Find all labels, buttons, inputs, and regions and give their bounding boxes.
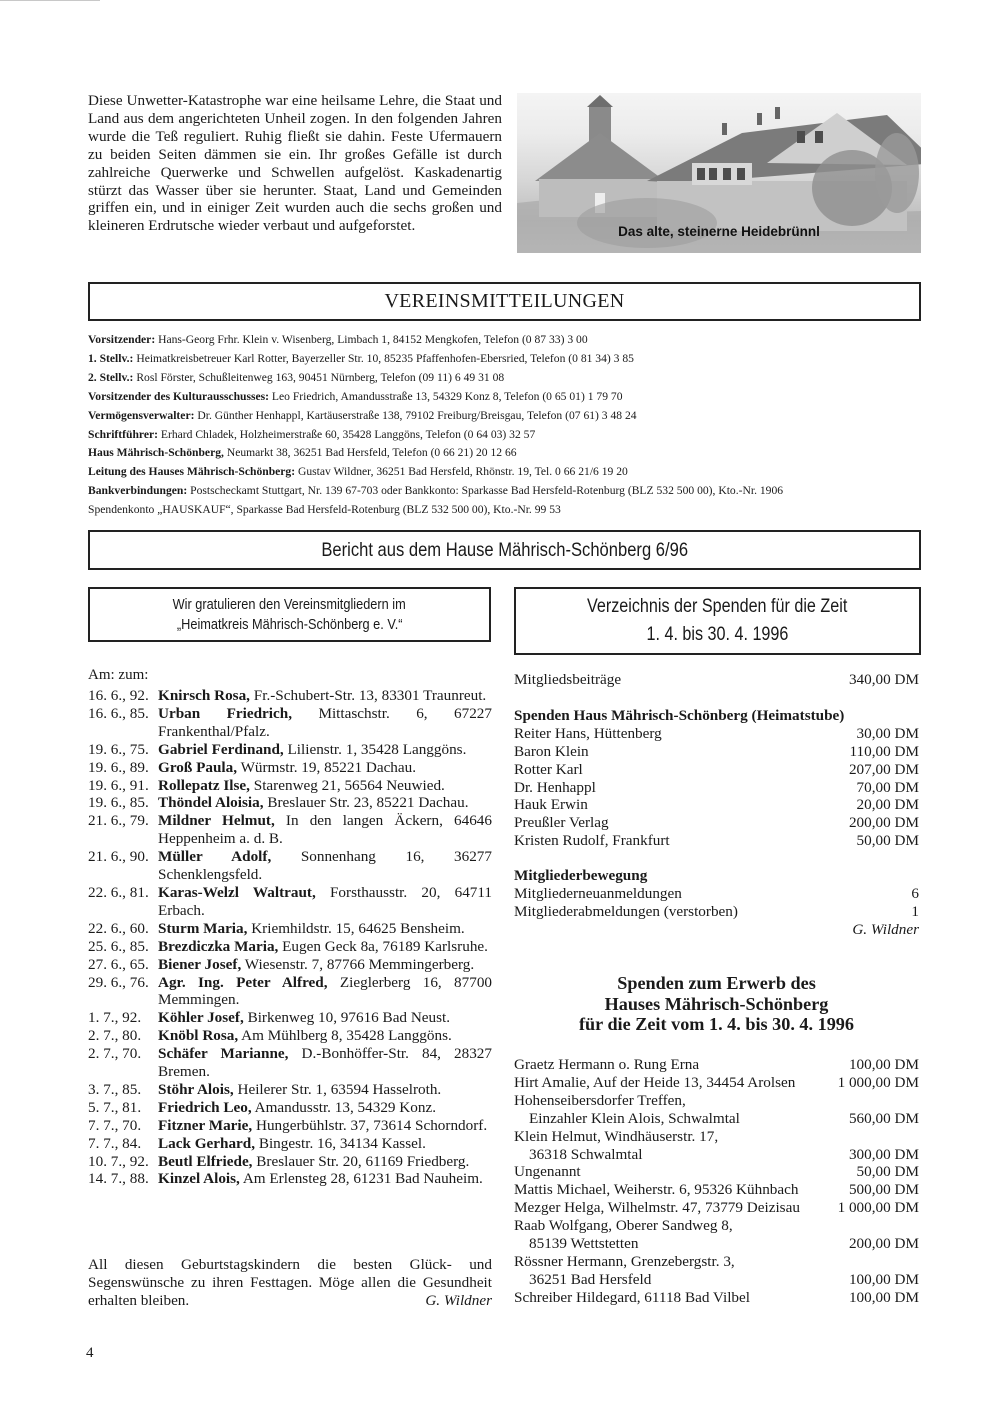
donation-row [514, 725, 919, 743]
birthday-closing [88, 1256, 492, 1310]
birthday-entry [88, 920, 492, 938]
officer-details: Erhard Chladek, Holzheimerstraße 60, 35428 Langgöns, Telefon (0 64 03) 32 57 [157, 427, 536, 441]
closing-text: All diesen Geburtstagskindern die besten Glück- und Segenswünsche zu ihren Festtagen. Möge allen die Gesundheit erhalten bleiben. [88, 1256, 492, 1309]
member-address: Starenweg 21, 56564 Neuwied. [249, 776, 445, 794]
member-name: Fitzner Marie, [158, 1116, 253, 1134]
birthday-date: 19. 6., 89. [88, 758, 149, 776]
erwerb-title-line3: für die Zeit vom 1. 4. bis 30. 4. 1996 [578, 1014, 854, 1034]
birthday-entry [88, 1099, 492, 1117]
erwerb-row [514, 1074, 919, 1092]
officer-role: Vorsitzender: [88, 333, 156, 346]
scan-edge-line [0, 0, 100, 1]
member-name: Karas-Welzl Waltraut, [158, 883, 316, 901]
bank-details: Postscheckamt Stuttgart, Nr. 139 67-703 oder Bankkonto: Sparkasse Bad Hersfeld-Rotenburg (BLZ 532 500 00), Kto.-Nr. 1906 [187, 484, 784, 498]
birthday-date: 5. 7., 81. [88, 1098, 142, 1116]
donation-amount: 1 000,00 DM [837, 1073, 919, 1091]
spenden-title-line1: Verzeichnis der Spenden für die Zeit [587, 596, 848, 617]
gratulation-title-line2: „Heimatkreis Mährisch-Schönberg e. V.“ [176, 615, 403, 633]
donor-name-cont: Einzahler Klein Alois, Schwalmtal [529, 1109, 740, 1127]
donor-name: Graetz Hermann o. Rung Erna [514, 1056, 700, 1073]
member-name: Knirsch Rosa, [158, 687, 250, 704]
member-name: Groß Paula, [158, 758, 238, 776]
donor-name: Dr. Henhappl [514, 778, 596, 796]
officer-list [88, 331, 928, 520]
member-name: Müller Adolf, [158, 848, 272, 866]
birthday-date: 16. 6., 92. [88, 687, 149, 704]
birthday-date: 21. 6., 90. [88, 848, 149, 866]
birthday-date: 14. 7., 88. [88, 1170, 149, 1188]
birthday-date: 19. 6., 85. [88, 794, 149, 812]
vereinsmitteilungen-heading-box [88, 282, 921, 321]
officer-details: Gustav Wildner, 36251 Bad Hersfeld, Rhönstr. 19, Tel. 0 66 21/6 19 20 [295, 465, 628, 479]
birthday-entry [88, 1117, 492, 1135]
member-name: Mildner Helmut, [158, 812, 275, 830]
donation-row [514, 761, 919, 779]
bewegung-heading: Mitgliederbewegung [514, 867, 648, 885]
bewegung-count: 6 [911, 885, 919, 903]
bewegung-row [514, 903, 919, 921]
donor-name: Ungenannt [514, 1163, 581, 1181]
member-address: Fr.-Schubert-Str. 13, 83301 Traunreut. [249, 687, 487, 704]
officer-entry [88, 350, 928, 369]
donation-amount: 300,00 DM [848, 1145, 919, 1163]
officer-role: Leitung des Hauses Mährisch-Schönberg: [88, 465, 296, 479]
officer-role: Vermögensverwalter: [88, 408, 195, 422]
bewegung-row [514, 885, 919, 903]
donation-row [514, 779, 919, 797]
birthday-list [88, 687, 492, 1188]
member-name: Stöhr Alois, [158, 1080, 234, 1098]
donation-amount: 1 000,00 DM [837, 1199, 919, 1217]
donor-name: Schreiber Hildegard, 61118 Bad Vilbel [514, 1288, 750, 1306]
member-name: Rollepatz Ilse, [158, 776, 250, 794]
birthday-entry [88, 1135, 492, 1153]
birthday-entry [88, 938, 492, 956]
birthday-date: 2. 7., 70. [88, 1045, 142, 1063]
member-address: Zieglerberg 16, 87700 Memmingen. [158, 973, 493, 1009]
birthday-entry [88, 1009, 492, 1027]
closing-signature: G. Wildner [425, 1291, 492, 1309]
officer-entry [88, 463, 928, 482]
beitraege-amount: 340,00 DM [848, 671, 919, 688]
bewegung-label: Mitgliederabmeldungen (verstorben) [514, 902, 738, 920]
erwerb-row [514, 1181, 919, 1199]
member-name: Knöbl Rosa, [158, 1027, 239, 1045]
member-address: Kriemhildstr. 15, 64625 Bensheim. [247, 919, 465, 937]
donor-name: Raab Wolfgang, Oberer Sandweg 8, [514, 1217, 733, 1235]
vereinsmitteilungen-title: VEREINSMITTEILUNGEN [384, 290, 625, 312]
birthday-date: 16. 6., 85. [88, 704, 149, 722]
birthday-date: 7. 7., 84. [88, 1134, 142, 1152]
heidebruennl-photo [517, 93, 921, 253]
intro-paragraph: Diese Unwetter-Katastrophe war eine heilsame Lehre, die Staat und Land aus dem angerichteten Unheil zogen. In den folgenden Jahren wurde die Teß reguliert. Ruhig fließt sie dahin. Feste Ufermauern zu beiden Seiten dämmen sie ein. Ihr großes Gefälle ist durch zahlreiche Querwerke und Schwellen aufgelöst. Kaskadenartig stürzt das Wasser über sie herunter. Staat, Land und Gemeinden griffen ein, und in einiger Zeit wurden auch die sechs großen und kleineren Erdrutsche wieder verbaut und aufgeforstet. [88, 92, 502, 235]
donation-amount: 50,00 DM [856, 832, 919, 850]
member-name: Thöndel Aloisia, [158, 794, 264, 812]
donation-row [514, 743, 919, 761]
donation-amount: 20,00 DM [856, 796, 919, 814]
birthday-date: 10. 7., 92. [88, 1152, 149, 1170]
birthday-entry [88, 974, 492, 1010]
beitraege-label: Mitgliedsbeiträge [514, 671, 622, 688]
member-name: Agr. Ing. Peter Alfred, [158, 973, 328, 991]
officer-details: Dr. Günther Henhappl, Kartäuserstraße 138, 79102 Freiburg/Breisgau, Telefon (07 61) 3 48 24 [194, 408, 637, 422]
birthday-entry [88, 884, 492, 920]
bewegung-count: 1 [911, 902, 919, 920]
gratulation-heading-box [88, 587, 491, 642]
donation-amount: 30,00 DM [856, 724, 919, 742]
member-name: Brezdiczka Maria, [158, 937, 279, 955]
birthday-entry [88, 1027, 492, 1045]
birthday-entry [88, 741, 492, 759]
officer-entry [88, 407, 928, 426]
donation-amount: 100,00 DM [848, 1288, 919, 1306]
member-address: Bingestr. 16, 34134 Kassel. [255, 1134, 426, 1152]
birthday-date: 22. 6., 60. [88, 919, 149, 937]
erwerb-title [514, 973, 919, 1035]
donation-amount: 500,00 DM [848, 1181, 919, 1199]
donor-name: Rotter Karl [514, 760, 583, 778]
birthday-entry [88, 777, 492, 795]
spenden-title-line2: 1. 4. bis 30. 4. 1996 [646, 624, 789, 645]
member-address: Eugen Geck 8a, 76189 Karlsruhe. [278, 937, 488, 955]
member-name: Köhler Josef, [158, 1009, 244, 1027]
birthday-entry [88, 794, 492, 812]
member-name: Sturm Maria, [158, 919, 248, 937]
member-address: Mittaschstr. 6, 67227 Frankenthal/Pfalz. [158, 704, 492, 740]
birthday-date: 19. 6., 75. [88, 740, 149, 758]
member-name: Friedrich Leo, [158, 1098, 252, 1116]
page-number: 4 [86, 1345, 94, 1361]
birthday-date: 22. 6., 81. [88, 883, 149, 901]
member-address: Breslauer Str. 20, 61169 Friedberg. [252, 1152, 470, 1170]
spenden-list [514, 671, 919, 939]
donation-amount: 560,00 DM [848, 1109, 919, 1127]
birthday-date: 29. 6., 76. [88, 973, 149, 991]
birthday-date: 19. 6., 91. [88, 776, 149, 794]
donor-name-cont: 36251 Bad Hersfeld [529, 1270, 652, 1288]
member-address: Birkenweg 10, 97616 Bad Neust. [243, 1009, 451, 1027]
birthday-date: 3. 7., 85. [88, 1080, 142, 1098]
birthday-entry [88, 1081, 492, 1099]
donation-amount: 70,00 DM [856, 778, 919, 796]
officer-role: 1. Stellv.: [88, 351, 134, 365]
member-address: Hungerbühlstr. 37, 73614 Schorndorf. [252, 1116, 488, 1134]
member-name: Urban Friedrich, [158, 704, 293, 722]
officer-details: Heimatkreisbetreuer Karl Rotter, Bayerzeller Str. 10, 85235 Pfaffenhofen-Ebersried, Telefon (0 81 34) 3 85 [133, 351, 634, 365]
donor-name: Hauk Erwin [514, 796, 588, 814]
birthday-entry [88, 759, 492, 777]
bewegung-label: Mitgliederneuanmeldungen [514, 885, 682, 903]
officer-entry [88, 331, 928, 350]
spenden-heading-box [514, 587, 921, 655]
donation-amount: 50,00 DM [856, 1163, 919, 1181]
birthday-entry [88, 848, 492, 884]
donation-amount: 110,00 DM [849, 742, 919, 760]
birthday-entry [88, 1153, 492, 1171]
birthday-date: 27. 6., 65. [88, 955, 149, 973]
officer-details: Leo Friedrich, Amandusstraße 13, 54329 Konz 8, Telefon (0 65 01) 1 79 70 [269, 389, 623, 403]
member-address: Forsthausstr. 20, 64711 Erbach. [158, 883, 493, 919]
donor-name: Mattis Michael, Weiherstr. 6, 95326 Kühnbach [514, 1181, 799, 1199]
erwerb-row [514, 1199, 919, 1217]
donor-name: Reiter Hans, Hüttenberg [514, 724, 662, 742]
donor-name: Klein Helmut, Windhäuserstr. 17, [514, 1127, 719, 1145]
member-address: Sonnenhang 16, 36277 Schenklengsfeld. [158, 848, 492, 884]
birthday-entry [88, 687, 492, 705]
birthday-list-header: Am: zum: [88, 667, 149, 683]
officer-details: Rosl Förster, Schußleitenweg 163, 90451 Nürnberg, Telefon (09 11) 6 49 31 08 [133, 370, 505, 384]
donor-name: Rössner Hermann, Grenzebergstr. 3, [514, 1252, 735, 1270]
member-name: Gabriel Ferdinand, [158, 740, 284, 758]
officer-role: 2. Stellv.: [88, 370, 134, 384]
officer-details: Hans-Georg Frhr. Klein v. Wisenberg, Limbach 1, 84152 Mengkofen, Telefon (0 87 33) 3 00 [155, 333, 588, 346]
donation-row [514, 832, 919, 850]
officer-entry [88, 369, 928, 388]
erwerb-list [514, 1056, 919, 1307]
donation-row [514, 796, 919, 814]
spenden-signature: G. Wildner [852, 920, 919, 938]
member-name: Kinzel Alois, [158, 1170, 240, 1188]
member-address: Am Mühlberg 8, 35428 Langgöns. [238, 1027, 452, 1045]
officer-details: Neumarkt 38, 36251 Bad Hersfeld, Telefon (0 66 21) 20 12 66 [223, 446, 517, 460]
member-address: Breslauer Str. 23, 85221 Dachau. [263, 794, 469, 812]
member-name: Schäfer Marianne, [158, 1045, 289, 1063]
donation-amount: 100,00 DM [848, 1056, 919, 1073]
member-address: Heilerer Str. 1, 63594 Hasselroth. [233, 1080, 442, 1098]
donor-name-cont: 85139 Wettstetten [529, 1235, 639, 1253]
donation-amount: 200,00 DM [848, 814, 919, 832]
erwerb-row [514, 1056, 919, 1074]
officer-entry [88, 444, 928, 463]
member-name: Beutl Elfriede, [158, 1152, 253, 1170]
birthday-date: 21. 6., 79. [88, 812, 149, 830]
member-address: Würmstr. 19, 85221 Dachau. [237, 758, 417, 776]
erwerb-row [514, 1289, 919, 1307]
bericht-title: Bericht aus dem Hause Mährisch-Schönberg 6/96 [321, 538, 688, 561]
member-address: Wiesenstr. 7, 87766 Memmingerberg. [241, 955, 475, 973]
bank-entry [88, 501, 928, 520]
officer-role: Vorsitzender des Kulturausschusses: [88, 389, 270, 403]
birthday-date: 2. 7., 80. [88, 1027, 142, 1045]
heimatstube-heading: Spenden Haus Mährisch-Schönberg (Heimatstube) [514, 706, 845, 724]
birthday-entry [88, 812, 492, 848]
bank-entry [88, 482, 928, 501]
donor-name: Baron Klein [514, 742, 589, 760]
donor-name: Kristen Rudolf, Frankfurt [514, 832, 670, 850]
birthday-entry [88, 1045, 492, 1081]
member-name: Lack Gerhard, [158, 1134, 256, 1152]
member-address: D.-Bonhöffer-Str. 84, 28327 Bremen. [158, 1045, 492, 1081]
birthday-date: 25. 6., 85. [88, 937, 149, 955]
bank-label: Bankverbindungen: [88, 484, 188, 498]
birthday-date: 1. 7., 92. [88, 1009, 142, 1027]
birthday-date: 7. 7., 70. [88, 1116, 142, 1134]
donation-amount: 207,00 DM [848, 760, 919, 778]
photo-caption: Das alte, steinerne Heidebrünnl [618, 224, 820, 239]
donor-name: Preußler Verlag [514, 814, 609, 832]
donor-name-cont: 36318 Schwalmtal [529, 1145, 643, 1163]
erwerb-row [514, 1110, 919, 1128]
officer-entry [88, 388, 928, 407]
bericht-heading-box [88, 530, 921, 570]
erwerb-row [514, 1163, 919, 1181]
birthday-entry [88, 705, 492, 741]
member-address: Lilienstr. 1, 35428 Langgöns. [283, 740, 467, 758]
donation-amount: 200,00 DM [848, 1235, 919, 1253]
member-address: Am Erlensteg 28, 61231 Bad Nauheim. [239, 1170, 483, 1188]
member-address: Amandusstr. 13, 54329 Konz. [251, 1098, 436, 1116]
donor-name: Mezger Helga, Wilhelmstr. 47, 73779 Deizisau [514, 1199, 800, 1217]
officer-role: Schriftführer: [88, 427, 158, 441]
member-address: In den langen Äckern, 64646 Heppenheim a. d. B. [158, 812, 492, 848]
donation-row [514, 814, 919, 832]
erwerb-row [514, 1235, 919, 1253]
birthday-entry [88, 956, 492, 974]
erwerb-row [514, 1146, 919, 1164]
officer-role: Haus Mährisch-Schönberg, [88, 446, 224, 460]
birthday-entry [88, 1170, 492, 1188]
gratulation-title-line1: Wir gratulieren den Vereinsmitgliedern im [172, 595, 407, 613]
donation-amount: 100,00 DM [848, 1270, 919, 1288]
erwerb-row [514, 1271, 919, 1289]
member-name: Biener Josef, [158, 955, 242, 973]
donor-name: Hohenseibersdorfer Treffen, [514, 1091, 686, 1109]
erwerb-title-line2: Hauses Mährisch-Schönberg [604, 993, 829, 1014]
beitraege-row [514, 671, 919, 689]
erwerb-title-line1: Spenden zum Erwerb des [617, 973, 816, 993]
donation-account-details: Spendenkonto „HAUSKAUF“, Sparkasse Bad Hersfeld-Rotenburg (BLZ 532 500 00), Kto.-Nr. 99 53 [88, 503, 561, 517]
donor-name: Hirt Amalie, Auf der Heide 13, 34454 Arolsen [514, 1073, 796, 1091]
officer-entry [88, 426, 928, 445]
